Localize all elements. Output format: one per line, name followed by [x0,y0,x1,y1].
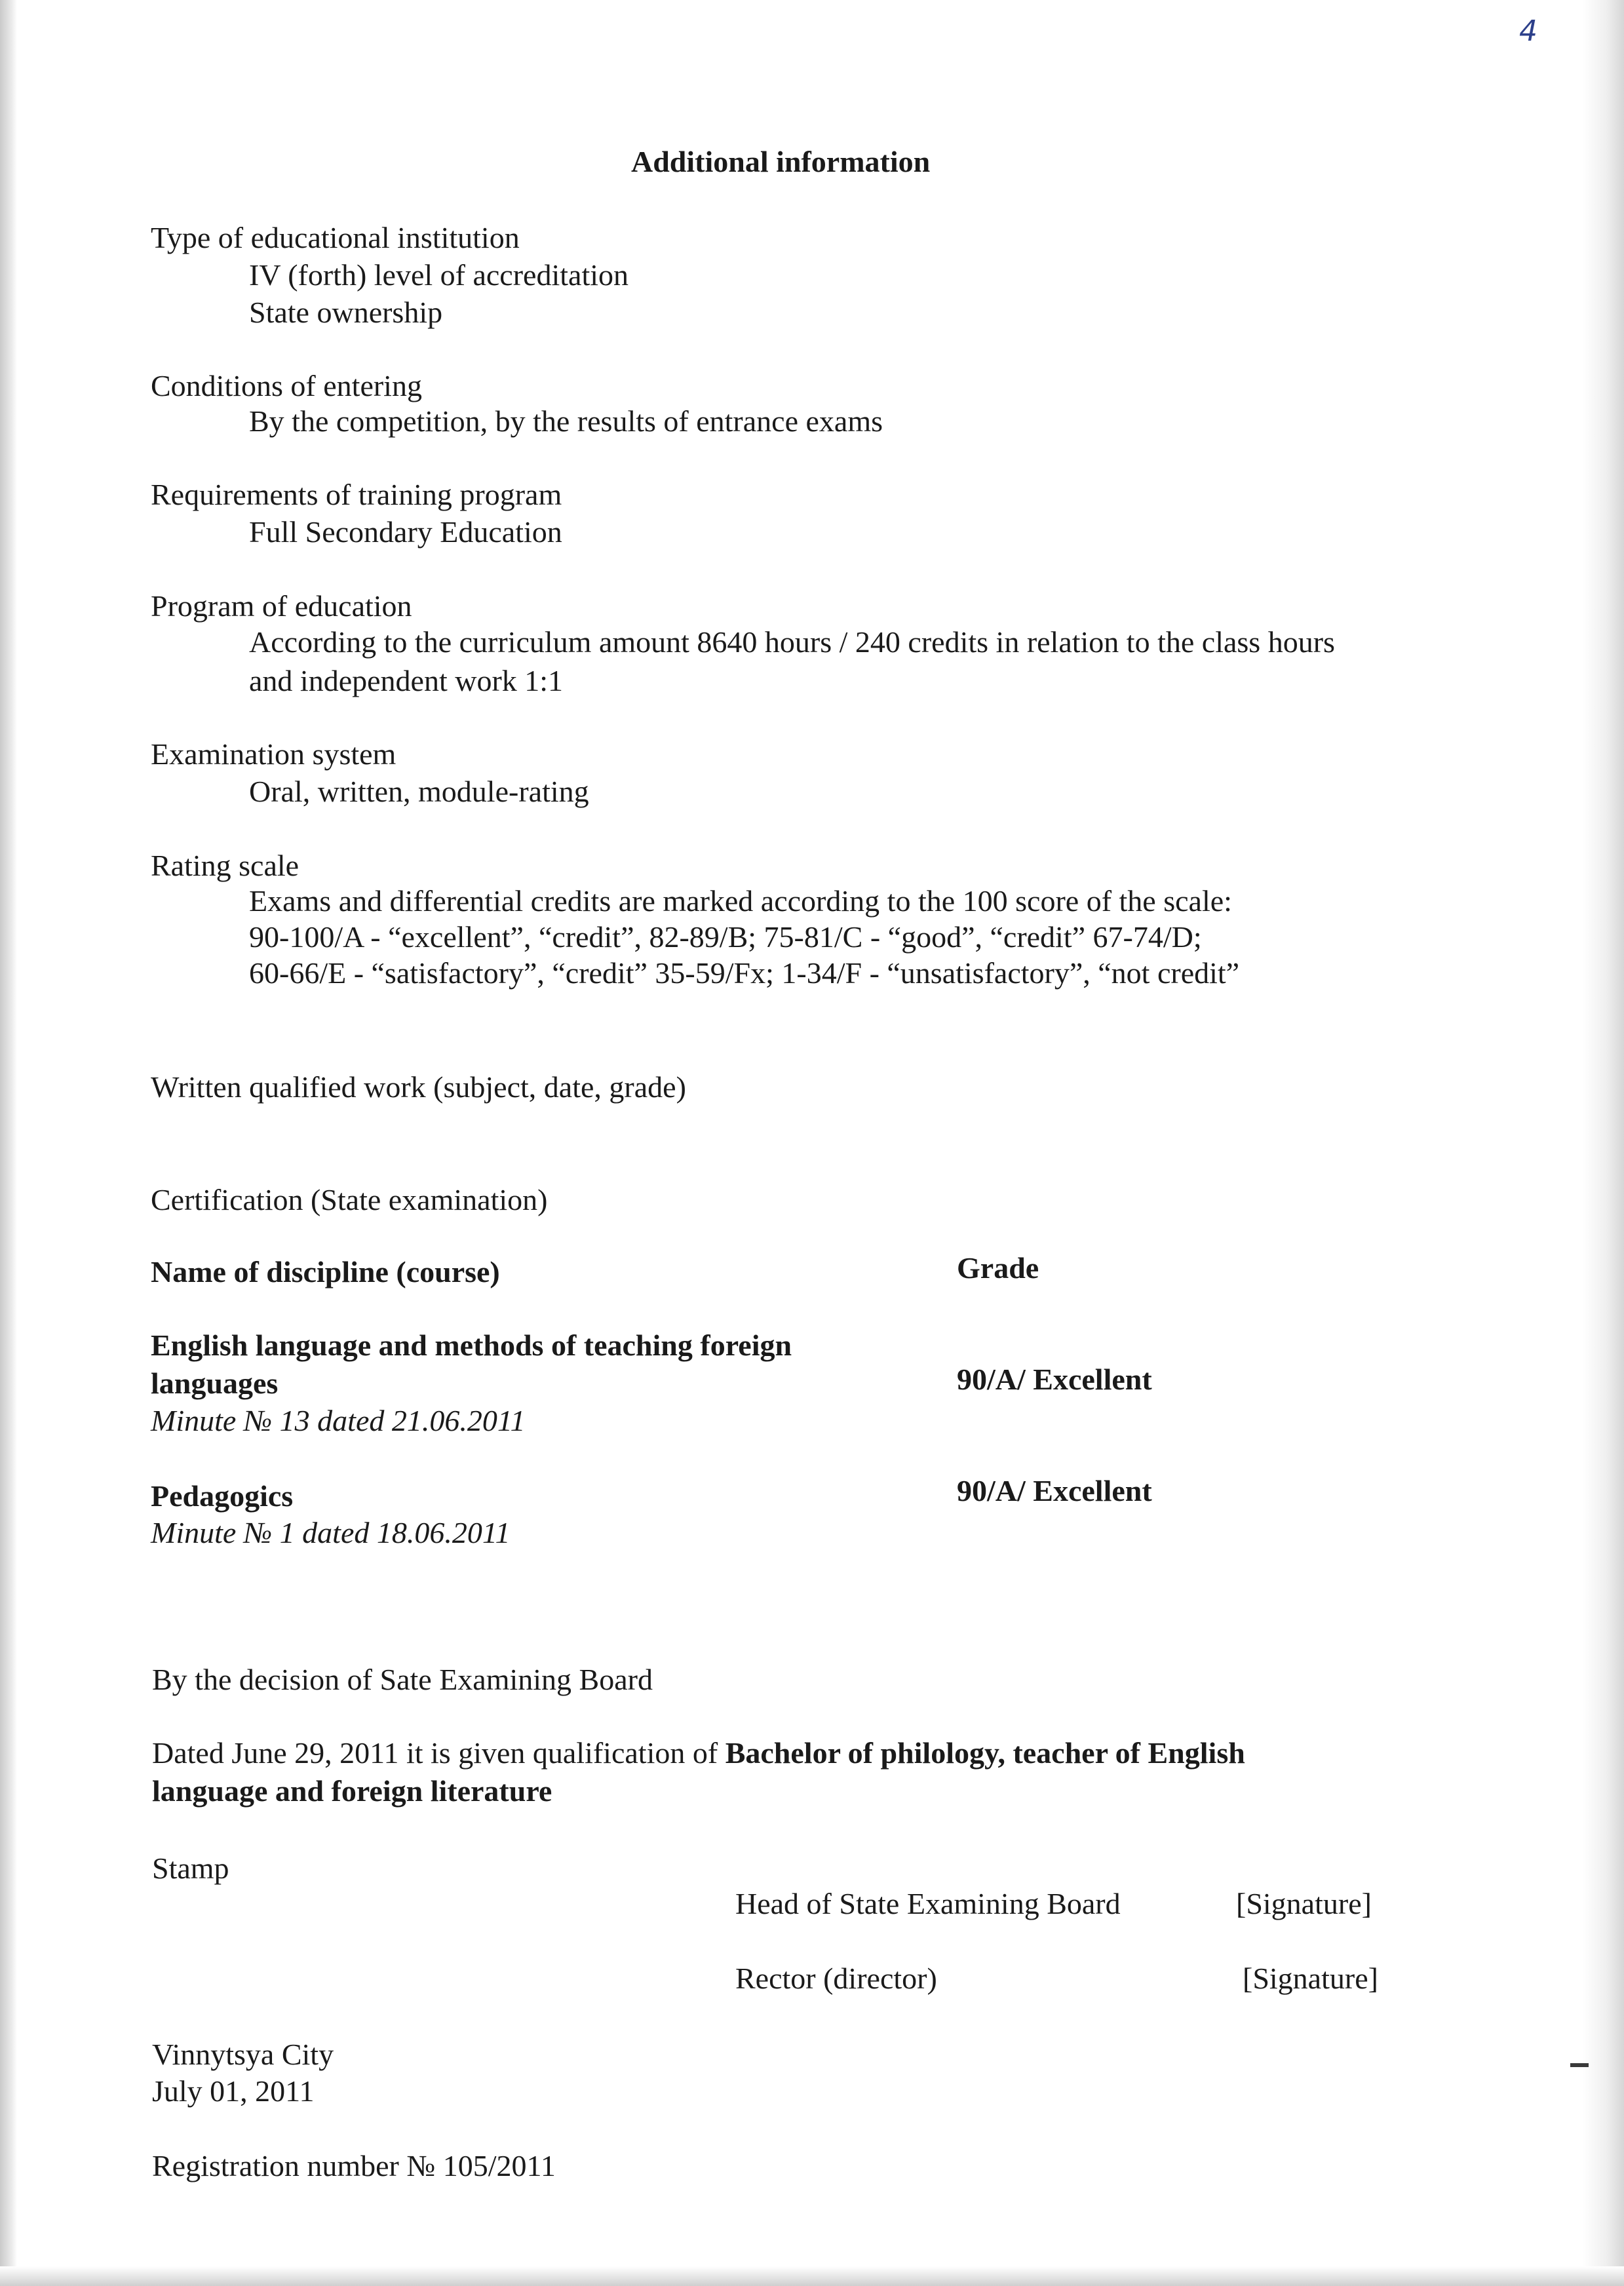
section-line: Full Secondary Education [249,515,562,549]
scan-shadow-left [0,0,17,2286]
section-line: Exams and differential credits are marked according to the 100 score of the scale: [249,884,1232,918]
stamp-label: Stamp [152,1851,229,1885]
issue-city: Vinnytsya City [152,2038,334,2071]
section-line: By the competition, by the results of entrance exams [249,404,883,438]
section-line: State ownership [249,296,443,329]
section-heading: Examination system [151,737,396,771]
document-title: Additional information [631,145,931,178]
registration-number: Registration number № 105/2011 [152,2149,556,2182]
scan-shadow-right [1565,0,1624,2286]
issue-date: July 01, 2011 [152,2074,315,2108]
column-header-grade: Grade [957,1251,1039,1285]
section-line: and independent work 1:1 [249,664,564,697]
discipline-minute: Minute № 1 dated 18.06.2011 [151,1516,511,1549]
qualification-line [152,1738,1245,1768]
qualification-title: Bachelor of philology, teacher of English [725,1736,1245,1770]
qualification-prefix: Dated June 29, 2011 it is given qualification of [152,1736,725,1770]
signature-placeholder: [Signature] [1243,1962,1378,1995]
signature-placeholder: [Signature] [1236,1887,1372,1920]
edge-mark [1570,2063,1589,2067]
section-line: IV (forth) level of accreditation [249,258,628,292]
section-line: 60-66/E - “satisfactory”, “credit” 35-59/Fx; 1-34/F - “unsatisfactory”, “not credit” [249,956,1240,990]
section-line: Oral, written, module-rating [249,775,589,808]
section-heading: Type of educational institution [151,221,520,254]
discipline-grade: 90/A/ Excellent [957,1363,1152,1396]
qualification-title-continued: language and foreign literature [152,1774,552,1808]
certification-line: Certification (State examination) [151,1183,548,1216]
section-heading: Conditions of entering [151,369,422,402]
section-heading: Rating scale [151,849,300,882]
section-heading: Requirements of training program [151,478,562,511]
discipline-grade: 90/A/ Excellent [957,1474,1152,1507]
signatory-role: Rector (director) [735,1962,937,1995]
column-header-discipline: Name of discipline (course) [151,1255,500,1288]
scan-shadow-bottom [0,2266,1624,2286]
discipline-name: languages [151,1366,279,1400]
discipline-minute: Minute № 13 dated 21.06.2011 [151,1404,526,1437]
discipline-name: Pedagogics [151,1479,294,1513]
signatory-role: Head of State Examining Board [735,1887,1121,1920]
page-number-handwritten: 4 [1519,14,1537,48]
written-work-line: Written qualified work (subject, date, grade) [151,1070,686,1104]
section-heading: Program of education [151,589,412,623]
section-line: According to the curriculum amount 8640 hours / 240 credits in relation to the class hours [249,625,1335,659]
discipline-name: English language and methods of teaching foreign [151,1328,792,1362]
section-line: 90-100/A - “excellent”, “credit”, 82-89/B; 75-81/C - “good”, “credit” 67-74/D; [249,920,1202,954]
decision-line: By the decision of Sate Examining Board [152,1663,653,1696]
